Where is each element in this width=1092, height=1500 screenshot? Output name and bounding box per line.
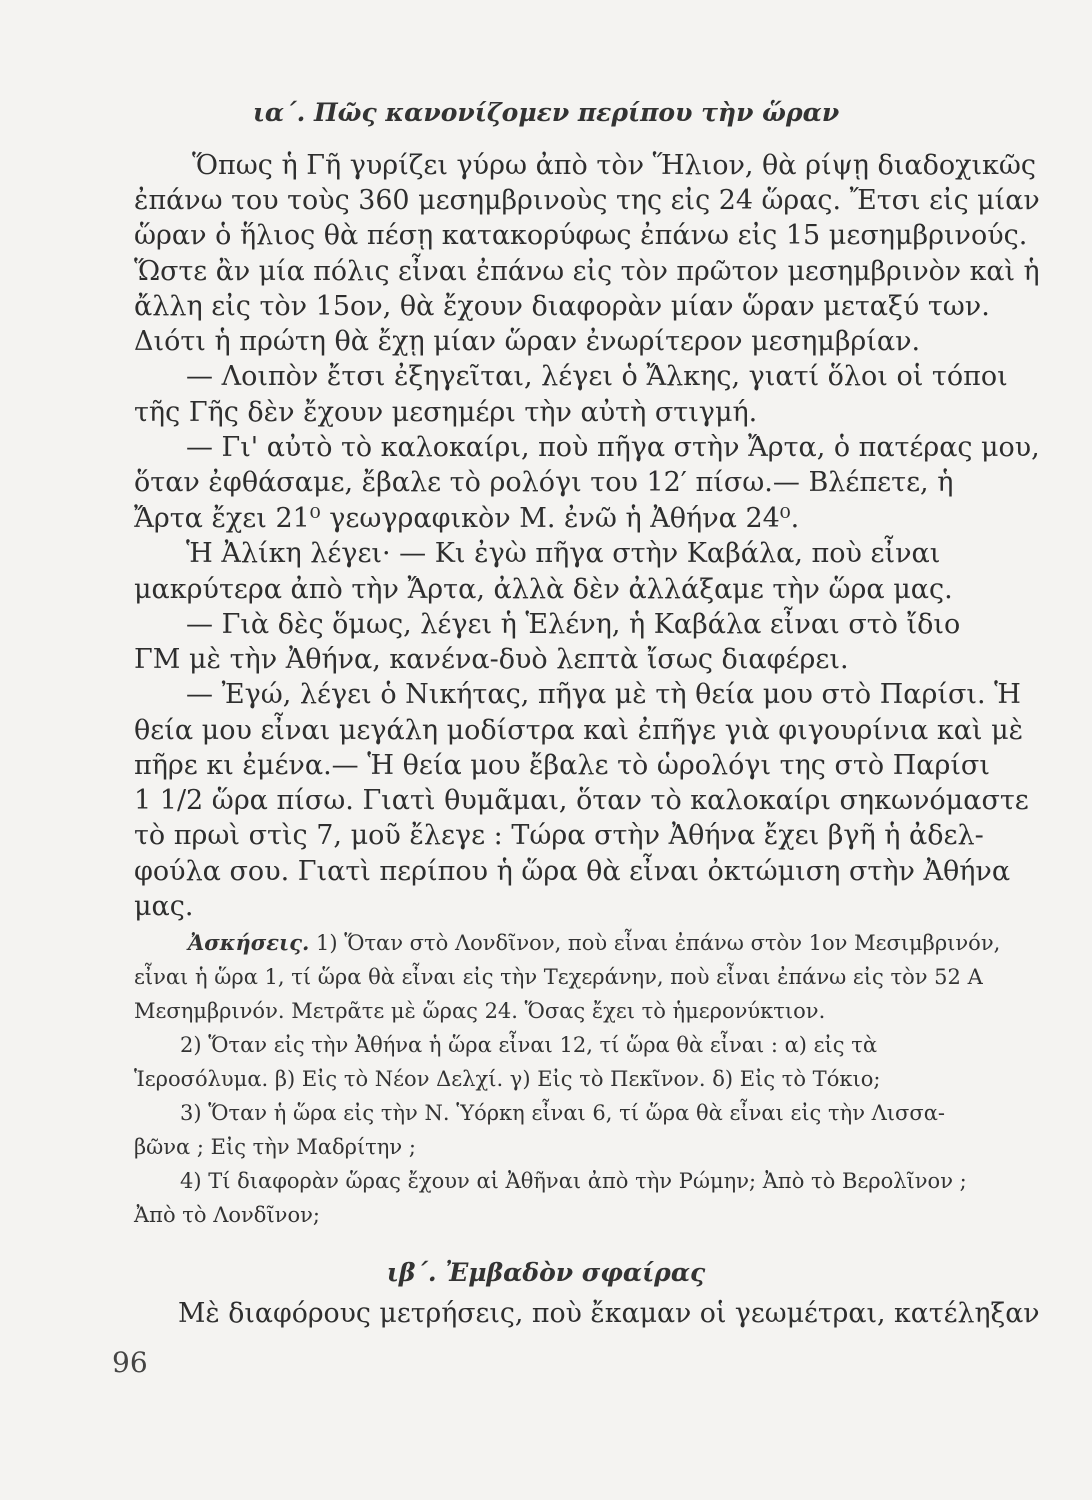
text-line: ὅταν ἐφθάσαμε, ἔβαλε τὸ ρολόγι του 12′ πίσω.— Βλέπετε, ἡ <box>134 467 954 498</box>
text-line: Διότι ἡ πρώτη θὰ ἔχῃ μίαν ὥραν ἐνωρίτερον μεσημβρίαν. <box>134 326 921 357</box>
text-line: μακρύτερα ἀπὸ τὴν Ἄρτα, ἀλλὰ δὲν ἀλλάξαμε τὴν ὥρα μας. <box>134 574 953 605</box>
text-line: Ἄρτα ἔχει 21⁰ γεωγραφικὸν Μ. ἐνῶ ἡ Ἀθήνα 24⁰. <box>134 503 800 534</box>
exercises-label: Ἀσκήσεις. <box>188 930 310 955</box>
section-heading-ia: ια΄. Πῶς κανονίζομεν περίπου τὴν ὥραν <box>252 98 840 127</box>
exercise-text: Ἀπὸ τὸ Λονδῖνον; <box>134 1203 320 1227</box>
exercise-text: 4) Τί διαφορὰν ὥρας ἔχουν αἱ Ἀθῆναι ἀπὸ τὴν Ρώμην; Ἀπὸ τὸ Βερολῖνον ; <box>180 1169 967 1193</box>
text-line: — Γι' αὐτὸ τὸ καλοκαίρι, ποὺ πῆγα στὴν Ἄρτα, ὁ πατέρας μου, <box>186 432 1040 463</box>
text-line: τῆς Γῆς δὲν ἔχουν μεσημέρι τὴν αὐτὴ στιγμή. <box>134 397 758 428</box>
text-line: θεία μου εἶναι μεγάλη μοδίστρα καὶ ἐπῆγε γιὰ φιγουρίνια καὶ μὲ <box>134 715 1024 746</box>
text-line: ὥραν ὁ ἥλιος θὰ πέσῃ κατακορύφως ἐπάνω εἰς 15 μεσημβρινούς. <box>134 220 1028 251</box>
text-line: Ὅπως ἡ Γῆ γυρίζει γύρω ἀπὸ τὸν Ἥλιον, θὰ ρίψῃ διαδοχικῶς <box>192 150 1037 181</box>
text-line: — Λοιπὸν ἔτσι ἐξηγεῖται, λέγει ὁ Ἄλκης, γιατί ὅλοι οἱ τόποι <box>186 361 1008 392</box>
text-line: — Γιὰ δὲς ὅμως, λέγει ἡ Ἑλένη, ἡ Καβάλα εἶναι στὸ ἴδιο <box>186 609 961 640</box>
exercise-text: 2) Ὅταν εἰς τὴν Ἀθήνα ἡ ὥρα εἶναι 12, τί ὥρα θὰ εἶναι : α) εἰς τὰ <box>180 1033 878 1057</box>
page-number: 96 <box>112 1346 148 1379</box>
exercise-text: βῶνα ; Εἰς τὴν Μαδρίτην ; <box>134 1135 416 1159</box>
section-heading-ib: ιβ΄. Ἐμβαδὸν σφαίρας <box>386 1258 706 1287</box>
text-line: τὸ πρωὶ στὶς 7, μοῦ ἔλεγε : Τώρα στὴν Ἀθήνα ἔχει βγῆ ἡ ἀδελ- <box>134 820 984 851</box>
text-line: — Ἐγώ, λέγει ὁ Νικήτας, πῆγα μὲ τὴ θεία μου στὸ Παρίσι. Ἡ <box>186 679 1021 710</box>
text-line: φούλα σου. Γιατὶ περίπου ἡ ὥρα θὰ εἶναι ὀκτώμιση στὴν Ἀθήνα <box>134 856 1011 887</box>
text-line: 1 1/2 ὥρα πίσω. Γιατὶ θυμᾶμαι, ὅταν τὸ καλοκαίρι σηκωνόμαστε <box>134 785 1029 816</box>
text-line: Ἡ Ἀλίκη λέγει· — Κι ἐγὼ πῆγα στὴν Καβάλα, ποὺ εἶναι <box>186 538 941 569</box>
exercise-text: εἶναι ἡ ὥρα 1, τί ὥρα θὰ εἶναι εἰς τὴν Τεχεράνην, ποὺ εἶναι ἐπάνω εἰς τὸν 52 Α <box>134 965 983 989</box>
exercises-line <box>188 930 1000 956</box>
exercise-text: 1) Ὅταν στὸ Λονδῖνον, ποὺ εἶναι ἐπάνω στὸν 1ον Μεσιμβρινόν, <box>309 931 1001 955</box>
text-line: Ὥστε ἂν μία πόλις εἶναι ἐπάνω εἰς τὸν πρῶτον μεσημβρινὸν καὶ ἡ <box>134 256 1040 287</box>
text-line: ἄλλη εἰς τὸν 15ον, θὰ ἔχουν διαφορὰν μίαν ὥραν μεταξύ των. <box>134 291 990 322</box>
text-line: ΓΜ μὲ τὴν Ἀθήνα, κανένα-δυὸ λεπτὰ ἴσως διαφέρει. <box>134 644 849 675</box>
text-line: πῆρε κι ἐμένα.— Ἡ θεία μου ἔβαλε τὸ ὡρολόγι της στὸ Παρίσι <box>134 750 990 781</box>
exercise-text: Μεσημβρινόν. Μετρᾶτε μὲ ὥρας 24. Ὅσας ἔχει τὸ ἡμερονύκτιον. <box>134 999 826 1023</box>
exercise-text: 3) Ὅταν ἡ ὥρα εἰς τὴν Ν. Ὑόρκη εἶναι 6, τί ὥρα θὰ εἶναι εἰς τὴν Λισσα- <box>180 1101 945 1125</box>
text-line: Μὲ διαφόρους μετρήσεις, ποὺ ἔκαμαν οἱ γεωμέτραι, κατέληξαν <box>178 1298 1040 1329</box>
exercise-text: Ἱεροσόλυμα. β) Εἰς τὸ Νέον Δελχί. γ) Εἰς τὸ Πεκῖνον. δ) Εἰς τὸ Τόκιο; <box>134 1067 881 1091</box>
text-line: ἐπάνω του τοὺς 360 μεσημβρινοὺς της εἰς 24 ὥρας. Ἔτσι εἰς μίαν <box>134 185 1040 216</box>
text-line: μας. <box>134 891 194 922</box>
